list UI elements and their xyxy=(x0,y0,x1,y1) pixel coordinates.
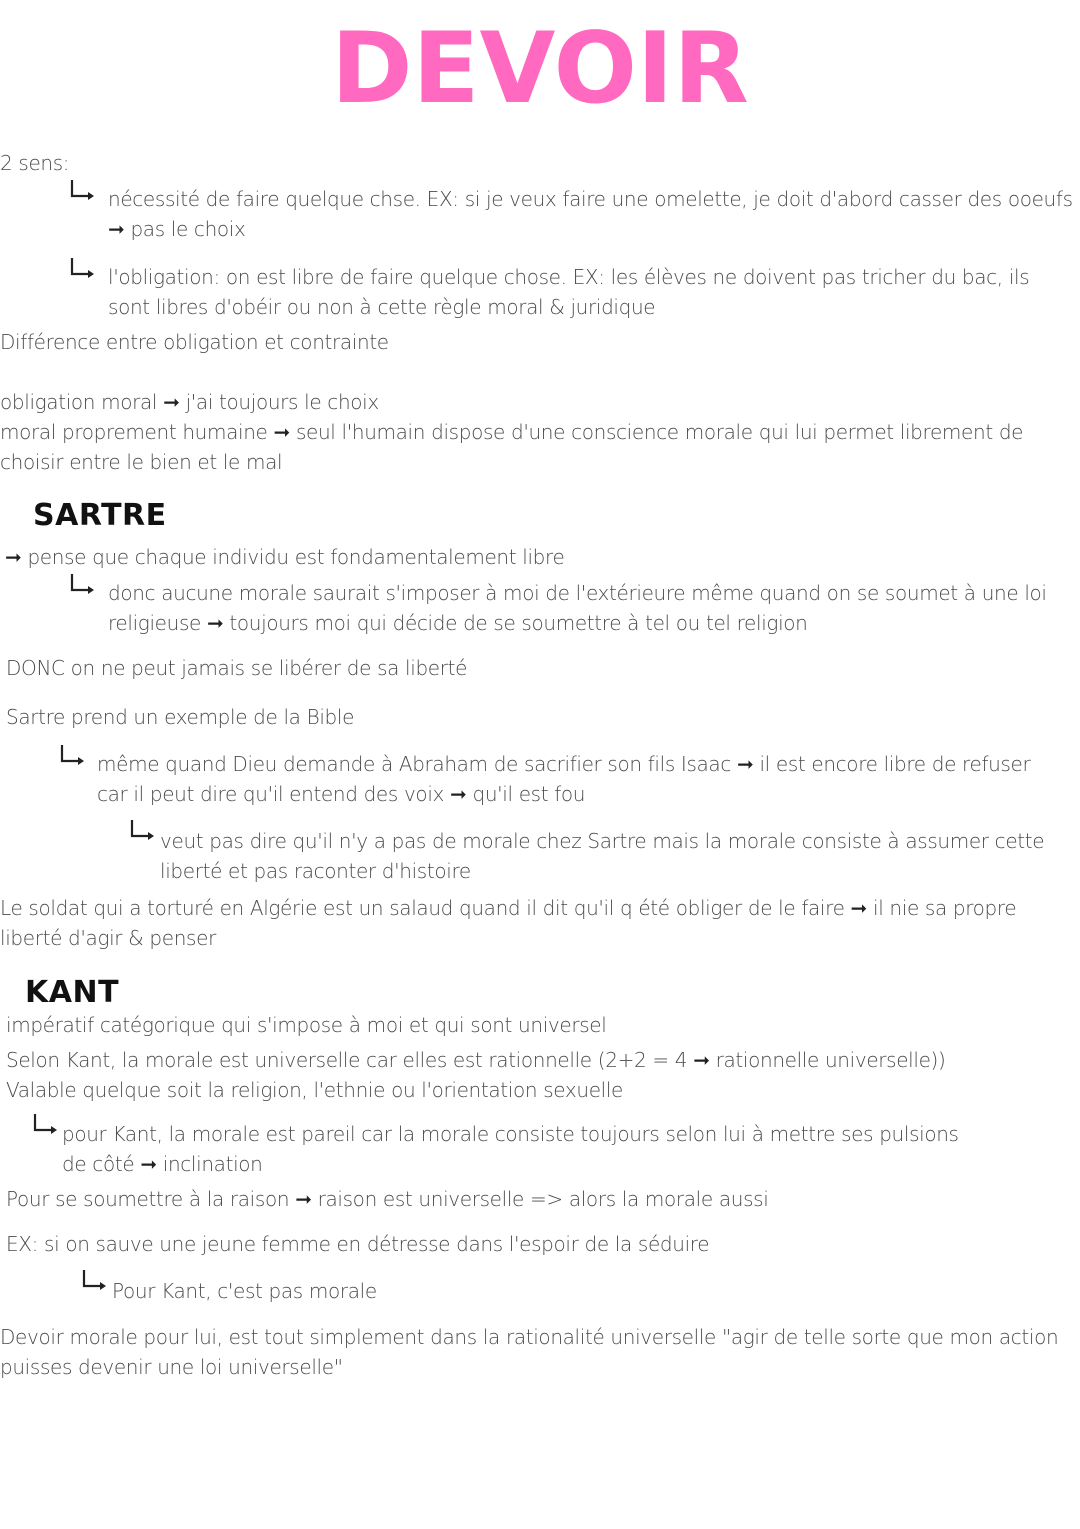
sartre-soldat-line1: Le soldat qui a torturé en Algérie est un salaud quand il dit qu'il q été obliger de le faire ➞ il nie sa propre xyxy=(0,896,1017,920)
arrow-icon: ➞ xyxy=(163,390,180,414)
arrow-icon: ➞ xyxy=(450,782,467,806)
moral-humaine-line: moral proprement humaine ➞ seul l'humain dispose d'une conscience morale qui lui permet librement de xyxy=(0,420,1024,444)
kant-soumettre-line: Pour se soumettre à la raison ➞ raison est universelle => alors la morale aussi xyxy=(6,1187,769,1211)
sartre-liberer: DONC on ne peut jamais se libérer de sa liberté xyxy=(6,656,468,680)
sartre-dieu-line1: même quand Dieu demande à Abraham de sacrifier son fils Isaac ➞ il est encore libre de refuser xyxy=(97,752,1031,776)
sartre-donc-line2: religieuse ➞ toujours moi qui décide de se soumettre à tel ou tel religion xyxy=(108,611,808,635)
arrow-icon: ➞ xyxy=(693,1048,710,1072)
kant-devoir-line1: Devoir morale pour lui, est tout simplement dans la rationalité universelle "agir de telle sorte que mon action xyxy=(0,1325,1059,1349)
sartre-bible: Sartre prend un exemple de la Bible xyxy=(6,705,355,729)
arrow-icon: ➞ xyxy=(140,1152,157,1176)
sartre-veut-line1: veut pas dire qu'il n'y a pas de morale chez Sartre mais la morale consiste à assumer cette xyxy=(160,829,1045,853)
sartre-veut-line2: liberté et pas raconter d'histoire xyxy=(160,859,471,883)
kant-valable: Valable quelque soit la religion, l'ethnie ou l'orientation sexuelle xyxy=(6,1078,624,1102)
elbow-arrow-icon xyxy=(33,1114,59,1136)
sens1-line2: ➞ pas le choix xyxy=(108,217,246,241)
obligation-moral-line: obligation moral ➞ j'ai toujours le choix xyxy=(0,390,379,414)
kant-pour-line2: de côté ➞ inclination xyxy=(62,1152,263,1176)
kant-ex: EX: si on sauve une jeune femme en détresse dans l'espoir de la séduire xyxy=(6,1232,710,1256)
kant-pas-morale: Pour Kant, c'est pas morale xyxy=(112,1279,377,1303)
elbow-arrow-icon xyxy=(60,745,86,767)
kant-devoir-line2: puisses devenir une loi universelle" xyxy=(0,1355,343,1379)
arrow-icon: ➞ xyxy=(295,1187,312,1211)
kant-pour-line1: pour Kant, la morale est pareil car la morale consiste toujours selon lui à mettre ses pulsions xyxy=(62,1122,959,1146)
sartre-donc-line1: donc aucune morale saurait s'imposer à moi de l'extérieure même quand on se soumet à une loi xyxy=(108,581,1047,605)
elbow-arrow-icon xyxy=(70,258,96,280)
elbow-arrow-icon xyxy=(130,820,156,842)
sens2-line1: l'obligation: on est libre de faire quelque chose. EX: les élèves ne doivent pas tricher du bac, ils xyxy=(108,265,1030,289)
sens1-line1: nécessité de faire quelque chse. EX: si je veux faire une omelette, je doit d'abord casser des ooeufs xyxy=(108,187,1073,211)
elbow-arrow-icon xyxy=(70,574,96,596)
sartre-dieu-line2: car il peut dire qu'il entend des voix ➞ qu'il est fou xyxy=(97,782,586,806)
arrow-icon: ➞ xyxy=(273,420,290,444)
elbow-arrow-icon xyxy=(70,180,96,202)
arrow-icon: ➞ xyxy=(206,611,224,635)
arrow-icon: ➞ xyxy=(850,896,867,920)
arrow-icon: ➞ xyxy=(5,545,22,569)
sens-label: 2 sens: xyxy=(0,151,70,175)
sartre-soldat-line2: liberté d'agir & penser xyxy=(0,926,216,950)
difference-text: Différence entre obligation et contrainte xyxy=(0,330,389,354)
page-title: DEVOIR xyxy=(331,12,749,126)
kant-imperatif: impératif catégorique qui s'impose à moi et qui sont universel xyxy=(6,1013,607,1037)
sartre-pense-line: ➞ pense que chaque individu est fondamentalement libre xyxy=(5,545,565,569)
arrow-icon: ➞ xyxy=(108,217,125,241)
elbow-arrow-icon xyxy=(82,1270,108,1292)
arrow-icon: ➞ xyxy=(737,752,754,776)
sartre-heading: SARTRE xyxy=(33,498,167,533)
moral-humaine-line2: choisir entre le bien et le mal xyxy=(0,450,283,474)
kant-selon-line: Selon Kant, la morale est universelle car elles est rationnelle (2+2 = 4 ➞ rationnelle universelle)) xyxy=(6,1048,946,1072)
sens2-line2: sont libres d'obéir ou non à cette règle moral & juridique xyxy=(108,295,656,319)
kant-heading: KANT xyxy=(25,975,120,1010)
